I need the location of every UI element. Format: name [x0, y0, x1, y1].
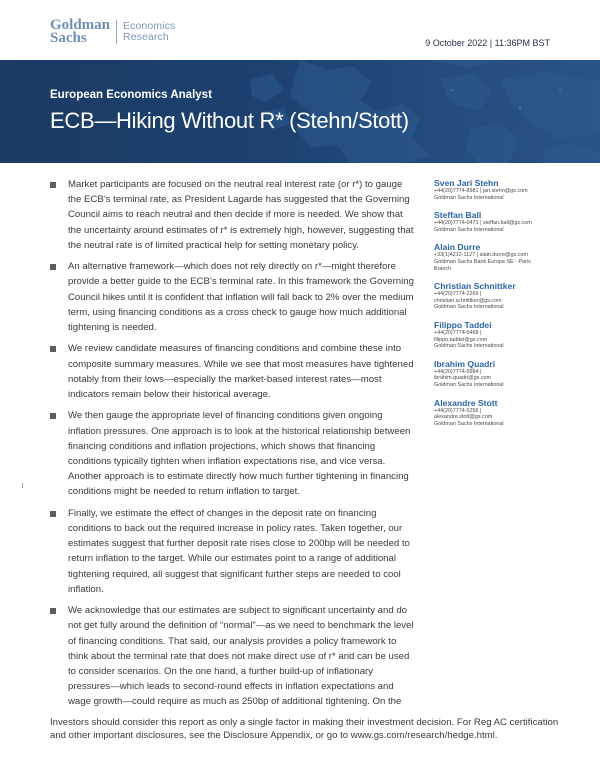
department-label: [123, 21, 175, 43]
author-email[interactable]: christian.schnittker@gs.com: [434, 297, 502, 304]
author-affiliation: Goldman Sachs International: [434, 226, 504, 233]
bullet-text: Finally, we estimate the effect of changes in the deposit rate on financing conditions to back out the required increase in policy rates. Taken together, our estimates suggest that further deposit rate rises close to 200bp will be needed to return inflation to the target. While our estimates point to a range of additional tightening required, all suggest that significant further steps are needed to cool inflation.: [68, 507, 410, 595]
bullet-text: We then gauge the appropriate level of financing conditions given ongoing inflation pressures. One approach is to look at the historical relationship between financing conditions and inflation projections, which shows that financing conditions typically tighten when inflation expectations rise, and vice versa. Another approach is to estimate directly how much further tightening in financing conditions might be needed to return inflation to target.: [68, 410, 411, 498]
bullet-text: We review candidate measures of financing conditions and combine these into composite summary measures. While we see that most measures have tightened notably from their lows—especially the market-based interest rates—most indicators remain below their historical average.: [68, 343, 414, 401]
author-email[interactable]: filippo.taddei@gs.com: [434, 336, 488, 343]
logo-wordmark: [50, 19, 110, 45]
bullet-square-icon: [50, 608, 56, 614]
summary-bullet: [50, 506, 417, 597]
author-affiliation: Goldman Sachs International: [434, 304, 504, 311]
author-name[interactable]: Ibrahim Quadri: [434, 358, 496, 369]
summary-bullets: [50, 177, 417, 716]
author-entry: [434, 242, 584, 272]
logo-line-2: Sachs: [50, 30, 87, 46]
summary-bullet: [50, 408, 417, 499]
author-affiliation: Branch: [434, 265, 452, 272]
disclosure-note: Investors should consider this report as only a single factor in making their investment decision. For Reg AC certification and other important disclosures, see the Disclosure Appendix, or go to www.gs.com/research/hedge.html.: [50, 717, 559, 742]
bullet-square-icon: [50, 182, 56, 188]
author-entry: [434, 320, 584, 350]
author-name[interactable]: Sven Jari Stehn: [434, 178, 499, 188]
author-email[interactable]: alexandre.stott@gs.com: [434, 414, 493, 421]
author-contact[interactable]: +33(1)4212-1127 | alain.durre@gs.com: [434, 252, 528, 259]
author-entry: [434, 178, 584, 201]
bullet-square-icon: [50, 413, 56, 419]
author-name[interactable]: Filippo Taddei: [434, 319, 492, 330]
author-affiliation: Goldman Sachs Bank Europe SE - Paris: [434, 258, 531, 265]
title-banner: [0, 60, 600, 163]
department-line-2: Research: [123, 31, 169, 43]
summary-bullet: [50, 603, 417, 709]
series-name: European Economics Analyst: [50, 89, 212, 101]
author-affiliation: Goldman Sachs International: [434, 343, 504, 350]
bullet-text: Market participants are focused on the neutral real interest rate (or r*) to gauge the ECB’s terminal rate, as President Lagarde has suggested that the Governing Council aims to reach neutral and then decide if more is needed. We show that the uncertainty around estimates of r* is extremely high, however, suggesting that the neutral rate is of limited practical help for setting monetary policy.: [68, 179, 414, 251]
bullet-square-icon: [50, 346, 56, 352]
logo-divider: [116, 20, 117, 44]
summary-bullet: [50, 341, 417, 402]
author-contact: +44(20)7774-5256 |: [434, 407, 482, 414]
author-name[interactable]: Alexandre Stott: [434, 397, 498, 408]
author-entry: [434, 359, 584, 389]
goldman-sachs-logo: [50, 19, 175, 45]
department-line-1: Economics: [123, 20, 176, 32]
logo-line-1: Goldman: [50, 17, 111, 33]
author-name[interactable]: Alain Durre: [434, 242, 481, 253]
report-title: ECB—Hiking Without R* (Stehn/Stott): [50, 108, 409, 133]
bullet-text: We acknowledge that our estimates are subject to significant uncertainty and do not get fully around the definition of “normal”—as we need to benchmark the level of financing conditions. That said, our analysis provides a policy framework to think about the terminal rate that does not make direct use of r* and can be used to consider scenarios. On the one hand, a further build-up of inflationary pressures—which leads to second-round effects in inflation expectations and wage growth—could require as much as 250bp of additional tightening. On the: [68, 605, 414, 708]
author-contact: +44(20)7774-2269 |: [434, 291, 482, 298]
author-entry: [434, 281, 584, 311]
margin-tick: [22, 483, 23, 488]
author-list: [434, 178, 584, 436]
author-contact: +44(20)7774-5984 |: [434, 368, 482, 375]
author-entry: [434, 398, 584, 428]
author-contact[interactable]: +44(20)7774-0471 | steffan.ball@gs.com: [434, 220, 532, 227]
author-entry: [434, 210, 584, 233]
bullet-square-icon: [50, 264, 56, 270]
author-contact: +44(20)7774-5468 |: [434, 329, 482, 336]
author-contact[interactable]: +44(20)7774-8981 | jari.stehn@gs.com: [434, 188, 528, 194]
author-name[interactable]: Christian Schnittker: [434, 281, 516, 292]
author-affiliation: Goldman Sachs International: [434, 381, 504, 388]
report-header: [0, 0, 600, 58]
author-affiliation: Goldman Sachs International: [434, 420, 504, 427]
summary-bullet: [50, 259, 417, 335]
author-affiliation: Goldman Sachs International: [434, 194, 504, 201]
publication-dateline: 9 October 2022 | 11:36PM BST: [425, 38, 550, 48]
summary-bullet: [50, 177, 417, 253]
author-email[interactable]: ibrahim.quadri@gs.com: [434, 375, 492, 382]
bullet-text: An alternative framework—which does not rely directly on r*—might therefore provide a better guide to the ECB’s terminal rate. In this framework the Governing Council hikes until it is confident that inflation will fall back to 2% over the medium term, using financing conditions as a cross check to gauge how much additional tightening is needed.: [68, 261, 414, 334]
author-name[interactable]: Steffan Ball: [434, 210, 482, 221]
bullet-square-icon: [50, 511, 56, 517]
